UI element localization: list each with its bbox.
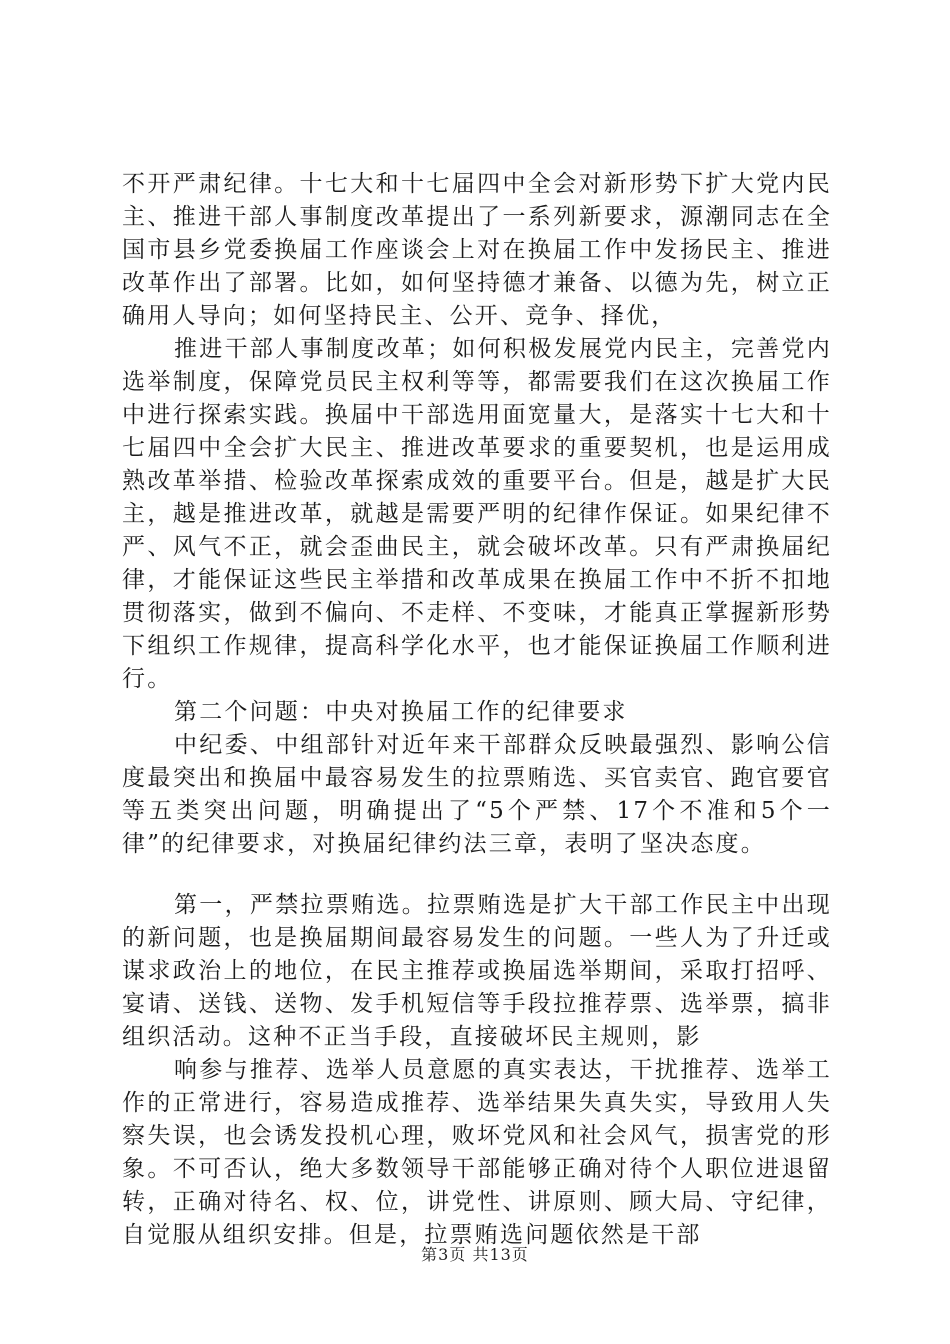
paragraph-4: 第一，严禁拉票贿选。拉票贿选是扩大干部工作民主中出现的新问题，也是换届期间最容易发生的问题。一些人为了升迁或谋求政治上的地位，在民主推荐或换届选举期间，采取打招呼、宴请、送钱、送物、发手机短信等手段拉推荐票、选举票，搞非组织活动。这种不正当手段，直接破坏民主规则，影 — [122, 892, 832, 1050]
paragraph-5: 响参与推荐、选举人员意愿的真实表达，干扰推荐、选举工作的正常进行，容易造成推荐、选举结果失真失实，导致用人失察失误，也会诱发投机心理，败坏党风和社会风气，损害党的形象。不可否认，绝大多数领导干部能够正确对待个人职位进退留转，正确对待名、权、位，讲党性、讲原则、顾大局、守纪律，自觉服从组织安排。但是，拉票贿选问题依然是干部 — [122, 1057, 832, 1248]
paragraph-2: 推进干部人事制度改革；如何积极发展党内民主，完善党内选举制度，保障党员民主权利等等，都需要我们在这次换届工作中进行探索实践。换届中干部选用面宽量大，是落实十七大和十七届四中全会扩大民主、推进改革要求的重要契机，也是运用成熟改革举措、检验改革探索成效的重要平台。但是，越是扩大民主，越是推进改革，就越是需要严明的纪律作保证。如果纪律不严、风气不正，就会歪曲民主，就会破坏改革。只有严肃换届纪律，才能保证这些民主举措和改革成果在换届工作中不折不扣地贯彻落实，做到不偏向、不走样、不变味，才能真正掌握新形势下组织工作规律，提高科学化水平，也才能保证换届工作顺利进行。 — [122, 336, 832, 692]
paragraph-3: 中纪委、中组部针对近年来干部群众反映最强烈、影响公信度最突出和换届中最容易发生的拉票贿选、买官卖官、跑官要官等五类突出问题，明确提出了“5个严禁、17个不准和5个一律”的纪律要求，对换届纪律约法三章，表明了坚决态度。 — [122, 732, 832, 857]
section-heading: 第二个问题：中央对换届工作的纪律要求 — [174, 699, 628, 725]
document-body — [122, 168, 832, 1252]
page-number-footer: 第3页 共13页 — [421, 1245, 529, 1264]
paragraph-gap — [122, 861, 832, 889]
paragraph-1: 不开严肃纪律。十七大和十七届四中全会对新形势下扩大党内民主、推进干部人事制度改革提出了一系列新要求，源潮同志在全国市县乡党委换届工作座谈会上对在换届工作中发扬民主、推进改革作出了部署。比如，如何坚持德才兼备、以德为先，树立正确用人导向；如何坚持民主、公开、竞争、择优， — [122, 171, 832, 329]
